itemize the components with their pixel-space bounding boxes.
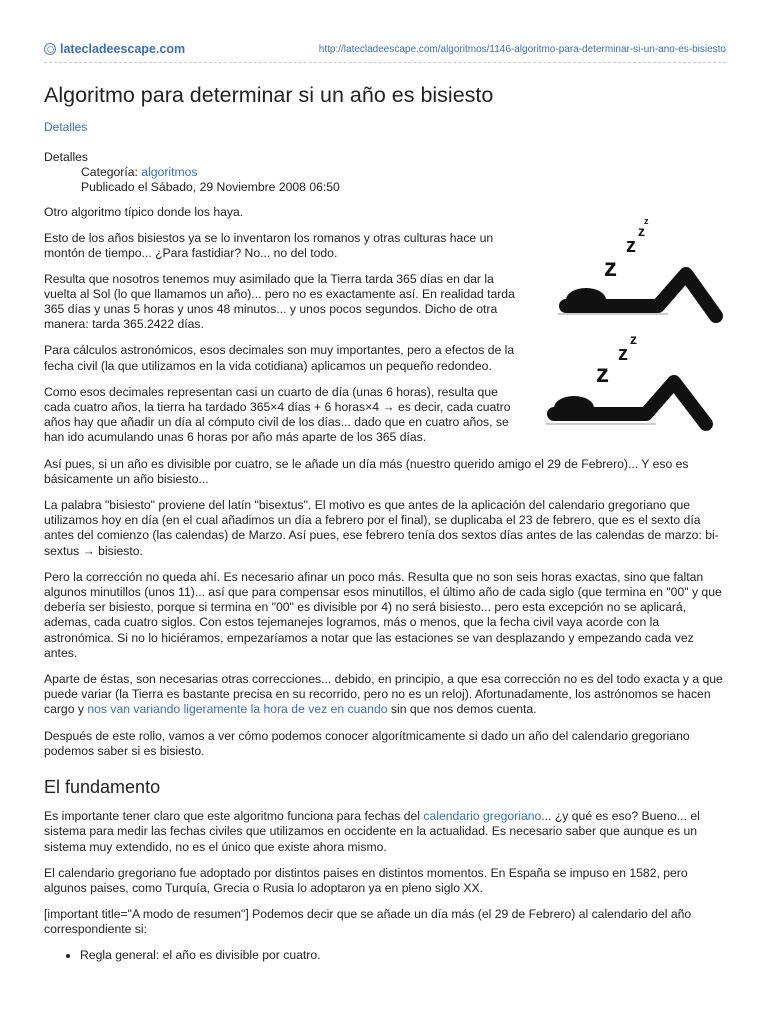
paragraph-2: Esto de los años bisiestos ya se lo inventaron los romanos y otras culturas hace un montón de tiempo... ¿Para fastidiar? No... no del todo. [44, 231, 494, 261]
paragraph-9 [44, 672, 726, 718]
category-link[interactable]: algoritmos [141, 165, 198, 179]
section-heading: El fundamento [44, 777, 161, 798]
details-link[interactable]: Detalles [44, 120, 88, 134]
sleeping-figures-illustration [538, 210, 728, 440]
zzz-small-2: z [630, 331, 637, 347]
paragraph-9-text-b: sin que nos demos cuenta. [387, 702, 537, 717]
paragraph-7: La palabra "bisiesto" proviene del latín "bisextus". El motivo es que antes de la aplicación del calendario gregoriano que utilizamos hoy en día (en el cual añadimos un día a febrero por el final), se duplicaba el 23 de febrero, que es el sexto día antes del comienzo (las calendas) de Marzo. Así pues, ese febrero tenía dos sextos días antes de las calendas de marzo: bi-sextus → bisiesto. [44, 498, 719, 558]
paragraph-10: Después de este rollo, vamos a ver cómo podemos conocer algorítmicamente si dado un año del calendario gregoriano podemos saber si es bisiesto. [44, 728, 690, 758]
site-brand[interactable] [44, 42, 185, 56]
details-label: Detalles [44, 150, 89, 164]
site-name-link[interactable]: latecladeescape.com [60, 42, 186, 56]
details-block [44, 150, 726, 195]
paragraph-8: Pero la corrección no queda ahí. Es necesario afinar un poco más. Resulta que no son seis horas exactas, sino que faltan algunos minutillos (unos 11)... así que para compensar esos minutillos, el último año de cada siglo (que termina en "00" y que debería ser bisiesto, porque si termina en "00" es divisible por 4) no será bisiesto... pero esta excepción no se aplicará, ademas, cada cuatro siglos. Con estos tejemanejes logramos, más o menos, que la fecha civil vaya acorde con la astronómica. Si no lo hiciéramos, empezaríamos a notar que las estaciones se van desplazando y empezando cada vez antes. [44, 569, 722, 660]
zzz-small: z [638, 223, 645, 239]
list-item: • Regla general: el año es divisible por cuatro. [80, 948, 726, 963]
paragraph-12: El calendario gregoriano fue adoptado por distintos paises en distintos momentos. En España se impuso en 1582, pero algunos paises, como Turquía, Grecia o Rusia lo adoptaron ya en pleno siglo XX. [44, 865, 688, 895]
page-url-link[interactable]: http://latecladeescape.com/algoritmos/1146-algoritmo-para-determinar-si-un-ano-es-bisiesto [318, 44, 726, 55]
sleeper-top [558, 216, 716, 316]
paragraph-11 [44, 809, 726, 855]
category-line [81, 165, 726, 180]
paragraph-11-text-b: ... ¿y qué es eso? Bueno... el sistema para medir las fechas civiles que utilizamos en occidente en la actualidad. Es necesario saber que aunque es un sistema muy extendido, no es el único que existe ahora mismo. [44, 809, 700, 854]
paragraph-5: Como esos decimales representan casi un cuarto de día (unas 6 horas), resulta que cada cuatro años, la tierra ha tardado 365×4 días + 6 horas×4 → es decir, cada cuatro años hay que añadir un día al cómputo civil de los días... dado que en cuatro años, se han ido acumulando unas 6 horas por año más aparte de los 365 días. [44, 384, 511, 445]
rules-list [44, 948, 726, 963]
paragraph-1: Otro algoritmo típico donde los haya. [44, 205, 244, 219]
time-adjustment-link[interactable]: nos van variando ligeramente la hora de vez en cuando [87, 702, 388, 717]
paragraph-3: Resulta que nosotros tenemos muy asimilado que la Tierra tarda 365 días en dar la vuelta al Sol (lo que llamamos un año)... pero no es exactamente así. En realidad tarda 365 días y unas 5 horas y unos 48 minutos... y unos pocos segundos. Dicho de otra manera: tarda 365.2422 días. [44, 271, 515, 332]
published-date: Publicado el Sábado, 29 Noviembre 2008 06:50 [81, 180, 340, 194]
zzz-large-2: z [596, 358, 609, 388]
paragraph-4: Para cálculos astronómicos, esos decimales son muy importantes, pero a efectos de la fecha civil (la que utilizamos en la vida cotidiana) aplicamos un pequeño redondeo. [44, 343, 515, 373]
zzz-large: z [604, 252, 617, 282]
paragraph-9-text-a: Aparte de éstas, son necesarias otras correcciones... debido, en principio, a que esa corrección no es del todo exacta y a que puede variar (la Tierra es bastante precisa en su recorrido, pero no es un reloj). Afortunadamente, los astrónomos se hacen cargo y [44, 672, 723, 717]
paragraph-13: [important title="A modo de resumen"] Podemos decir que se añade un día más (el 29 de Febrero) al calendario del año correspondiente si: [44, 907, 692, 937]
category-prefix: Categoría: [81, 165, 142, 179]
gregorian-calendar-link[interactable]: calendario gregoriano [423, 809, 542, 824]
page-header [44, 42, 726, 63]
zzz-medium-2: z [618, 343, 628, 365]
article-title: Algoritmo para determinar si un año es bisiesto [44, 83, 494, 107]
zzz-tiny: z [644, 216, 649, 226]
paragraph-11-text-a: Es importante tener claro que este algoritmo funciona para fechas del [44, 809, 424, 824]
sleeper-bottom [546, 331, 706, 424]
zzz-medium: z [626, 235, 636, 257]
paragraph-6: Así pues, si un año es divisible por cuatro, se le añade un día más (nuestro querido amigo el 29 de Febrero)... Y eso es básicamente un año bisiesto... [44, 456, 689, 486]
globe-icon [44, 43, 56, 55]
